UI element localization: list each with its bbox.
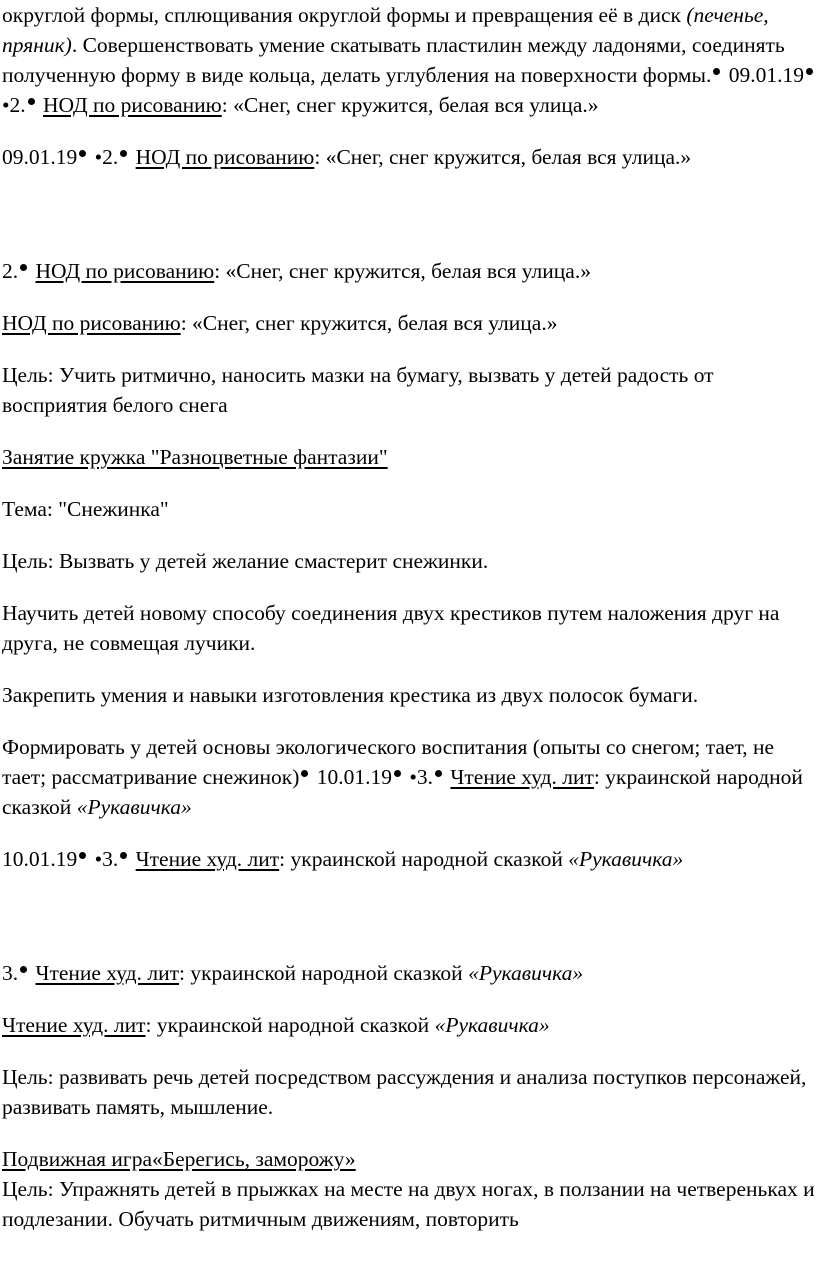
activity-link: НОД по рисованию <box>43 93 222 117</box>
paragraph-drawing-2 <box>2 256 816 286</box>
paragraph-modeling <box>2 0 816 120</box>
bullet-icon <box>79 852 86 859</box>
bullet-icon <box>120 150 127 157</box>
paragraph-reinforce: Закрепить умения и навыки изготовления крестика из двух полосок бумаги. <box>2 683 699 707</box>
list-number: •2. <box>89 145 119 169</box>
text: : «Снег, снег кружится, белая вся улица.» <box>180 311 558 335</box>
text: Формировать у детей основы экологического воспитания (опыты со снегом; тает, не тает; рассматривание снежинок) <box>2 735 775 789</box>
date: 10.01.19 <box>2 847 78 871</box>
activity-link: Чтение худ. лит <box>35 961 179 985</box>
text: : украинской народной сказкой <box>179 961 469 985</box>
paragraph-drawing-1 <box>2 142 816 172</box>
list-number: •2. <box>2 93 26 117</box>
paragraph-drawing-3 <box>2 308 816 338</box>
paragraph-topic: Тема: "Снежинка" <box>2 497 169 521</box>
paragraph-teach: Научить детей новому способу соединения двух крестиков путем наложения друг на друга, не совмещая лучики. <box>2 601 780 655</box>
text: : «Снег, снег кружится, белая вся улица.» <box>221 93 599 117</box>
paragraph-reading-2 <box>2 958 816 988</box>
italic-text: (печенье, пряник) <box>2 3 769 57</box>
list-number: •3. <box>404 765 434 789</box>
activity-link: Чтение худ. лит <box>450 765 594 789</box>
bullet-icon <box>301 770 308 777</box>
text: округлой формы, сплющивания округлой формы и превращения её в диск <box>2 3 687 27</box>
text: : украинской народной сказкой <box>145 1013 435 1037</box>
paragraph-game-heading: Подвижная игра«Берегись, заморожу» <box>2 1147 356 1171</box>
text: : украинской народной сказкой <box>279 847 569 871</box>
bullet-icon <box>20 264 27 271</box>
paragraph-goal-drawing: Цель: Учить ритмично, наносить мазки на бумагу, вызвать у детей радость от восприятия белого снега <box>2 363 714 417</box>
italic-text: «Рукавичка» <box>76 795 192 819</box>
paragraph-reading-1 <box>2 844 816 874</box>
list-number: 3. <box>2 961 19 985</box>
activity-link: НОД по рисованию <box>135 145 315 169</box>
italic-text: «Рукавичка» <box>468 961 584 985</box>
paragraph-club-heading: Занятие кружка "Разноцветные фантазии" <box>2 445 388 469</box>
activity-link: НОД по рисованию <box>35 259 215 283</box>
activity-link: НОД по рисованию <box>2 311 181 335</box>
date: 10.01.19 <box>311 765 393 789</box>
bullet-icon <box>806 68 813 75</box>
text: : украинской народной сказкой <box>2 765 803 819</box>
bullet-icon <box>435 770 442 777</box>
paragraph-goal-speech: Цель: развивать речь детей посредством рассуждения и анализа поступков персонажей, развивать память, мышление. <box>2 1065 807 1119</box>
paragraph-goal-game: Цель: Упражнять детей в прыжках на месте на двух ногах, в ползании на четвереньках и подлезании. Обучать ритмичным движениям, повторить <box>2 1177 815 1231</box>
list-number: 2. <box>2 259 19 283</box>
bullet-icon <box>20 966 27 973</box>
activity-link: Чтение худ. лит <box>2 1013 146 1037</box>
bullet-icon <box>120 852 127 859</box>
bullet-icon <box>28 98 35 105</box>
bullet-icon <box>79 150 86 157</box>
bullet-icon <box>713 68 720 75</box>
paragraph-ecology <box>2 732 816 822</box>
date: 09.01.19 <box>2 145 78 169</box>
paragraph-reading-3 <box>2 1010 816 1040</box>
date: 09.01.19 <box>723 63 804 87</box>
italic-text: «Рукавичка» <box>434 1013 550 1037</box>
bullet-icon <box>394 770 401 777</box>
activity-link: Чтение худ. лит <box>135 847 280 871</box>
list-number: •3. <box>89 847 119 871</box>
text: . Совершенствовать умение скатывать пластилин между ладонями, соединять полученную форму в виде кольца, делать углубления на поверхности формы. <box>2 33 785 87</box>
italic-text: «Рукавичка» <box>568 847 684 871</box>
paragraph-goal-snowflake: Цель: Вызвать у детей желание смастерит снежинки. <box>2 549 489 573</box>
text: : «Снег, снег кружится, белая вся улица.» <box>214 259 591 283</box>
text: : «Снег, снег кружится, белая вся улица.» <box>314 145 692 169</box>
